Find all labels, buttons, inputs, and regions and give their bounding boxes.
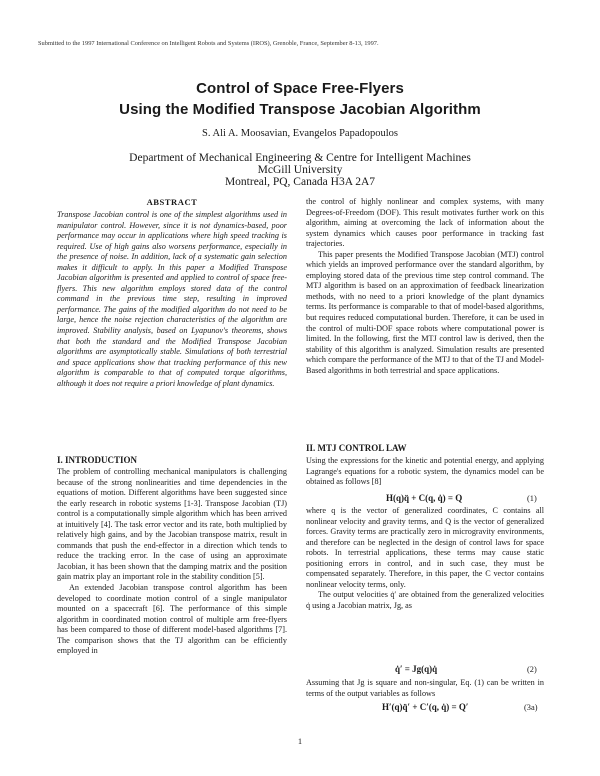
equation-1: H(q)q̈ + C(q, q̇) = Q [386,493,463,503]
page-number: 1 [297,736,303,746]
mtj-paragraph-2-text: where q is the vector of generalized coordinates, C contains all nonlinear velocity and gravity terms, and Q is the vector of generalized forces. Gravity terms are practically zero in microgravity environments, and therefore can be neglected in the design of control laws for space robots. In terrestrial applications, these terms may cause static positioning errors in control, and in such case, they must be compensated separately. Therefore, in this paper, the C vector contains nonlinear velocity terms, only. [306,506,544,589]
abstract-heading: ABSTRACT [146,197,198,207]
authors: S. Ali A. Moosavian, Evangelos Papadopoulos [202,128,398,139]
section-heading-introduction: I. INTRODUCTION [57,455,138,465]
equation-3a-number: (3a) [524,703,538,712]
paper-title-line1: Control of Space Free-Flyers [196,80,404,97]
equation-2-number: (2) [527,665,537,674]
introduction-paragraph-1: The problem of controlling mechanical manipulators is challenging because of the strong nonlinearities and time dependencies in the equations of motion. Different algorithms have been suggested since the early research in robotic systems [1-3]. Transpose Jacobian (TJ) control is a computationally simple algorithm which has been arrived at intuitively [4]. The task error vector and its rate, both multiplied by relatively high gains, and by the Jacobian transpose matrix, result in commands that push the end-effector in a direction which tends to reduce the tracking error. In the case of using an approximate Jacobian, it has been shown that the damping matrix and the position gain matrix play an important role in the stability condition [5]. [57,467,287,582]
mtj-paragraph-4 [306,678,544,699]
affiliation-university: McGill University [257,164,343,176]
abstract-paragraph: Transpose Jacobian control is one of the simplest algorithms used in manipulator control. However, since it is not dynamics-based, poor performance may occur in applications where high speed tracking is required. Use of high gains also worsens performance, especially in the presence of noise. In addition, lack of a systematic gain selection makes it difficult to apply. In this paper a Modified Transpose Jacobian algorithm is presented and applied to control of space free-flyers. This new algorithm employs stored data of the control command in the previous time step, resulting in improved performance. The gains of the modified algorithm do not need to be large, hence the noise rejection characteristics of the algorithm are improved. Stability analysis, based on Lyapunov's theorems, shows that both the standard and the Modified Transpose Jacobian algorithms are asymptotically stable. Simulations of both terrestrial and space applications show that tracking performance of this new algorithm is comparable to that of computed torque algorithms, although it does not require a priori knowledge of plant dynamics. [57,210,287,388]
paper-title-line2: Using the Modified Transpose Jacobian Algorithm [119,101,481,118]
equation-3a: H′(q)q̈′ + C′(q, q̇) = Q′ [382,702,469,712]
section-heading-mtj-control-law: II. MTJ CONTROL LAW [306,443,407,453]
equation-1-number: (1) [527,494,537,503]
header-note: Submitted to the 1997 International Conference on Intelligent Robots and Systems (IROS), Grenoble, France, September 8-13, 1997. [38,40,379,47]
abstract-text [57,210,287,389]
equation-2: q̇′ = Jg(q)q̇ [395,664,438,674]
mtj-paragraph-1 [306,456,544,488]
introduction-text [57,467,287,657]
right-paragraph-1: the control of highly nonlinear and complex systems, with many Degrees-of-Freedom (DOF). This result motivates further work on this algorithm, aiming at overcoming the lack of information about the system dynamics which causes poor performance in tracking fast trajectories. [306,197,544,249]
mtj-paragraph-4-text: Assuming that Jg is square and non-singular, Eq. (1) can be written in terms of the output variables as follows [306,678,544,698]
affiliation-address: Montreal, PQ, Canada H3A 2A7 [224,176,376,188]
mtj-paragraph-3-text: The output velocities q̇′ are obtained from the generalized velocities q̇ using a Jacobian matrix, Jg, as [306,590,544,610]
mtj-paragraph-2 [306,506,544,611]
mtj-paragraph-1-text: Using the expressions for the kinetic and potential energy, and applying Lagrange's equations for a robotic system, the dynamics model can be obtained as follows [8] [306,456,544,487]
introduction-paragraph-2: An extended Jacobian transpose control algorithm has been developed to coordinate motion control of a single manipulator mounted on a spacecraft [6]. The performance of this simple algorithm in coordinated motion control of multiple arm free-flyers has been compared to those of different model-based algorithms [7]. The comparison shows that the TJ algorithm can be efficiently employed in [57,583,287,656]
right-column-intro-text [306,197,544,376]
affiliation-department: Department of Mechanical Engineering & Centre for Intelligent Machines [129,152,471,164]
right-paragraph-2: This paper presents the Modified Transpose Jacobian (MTJ) control which yields an improved performance over the standard algorithm, by employing stored data of the previous time step control command. The MTJ algorithm is based on an approximation of feedback linearization methods, with no need to a priori knowledge of the plant dynamics terms. Its performance is comparable to that of model-based algorithms, but requires reduced computational burden. Therefore, it can be used in the control of multi-DOF space robots where computational power is limited. In the following, first the MTJ control law is derived, then the stability of this algorithm is analyzed. Simulation results are presented which compare the performance of the MTJ to that of the TJ and Model-Based algorithms in both terrestrial and space applications. [306,249,544,375]
